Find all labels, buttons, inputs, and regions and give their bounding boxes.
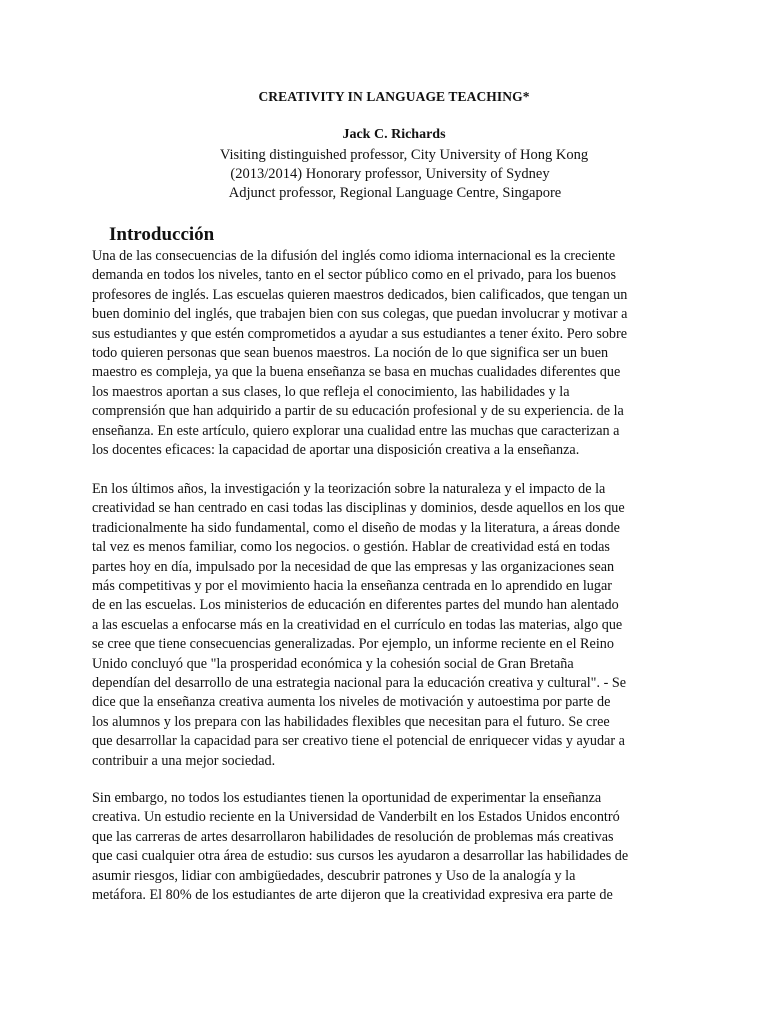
- section-heading: Introducción: [109, 224, 215, 245]
- text-line: más competitivas y por el movimiento hacia la enseñanza centrada en lo aprendido en lugar: [92, 578, 613, 595]
- text-line: buen dominio del inglés, que trabajen bien con sus colegas, que puedan involucrar y motivar a: [92, 306, 628, 323]
- text-line: creatividad se han centrado en casi todas las disciplinas y dominios, desde aquellos en los que: [92, 500, 625, 517]
- affiliation-line: (2013/2014) Honorary professor, University of Sydney: [230, 166, 550, 182]
- text-line: metáfora. El 80% de los estudiantes de arte dijeron que la creatividad expresiva era parte de: [92, 887, 613, 904]
- text-line: comprensión que han adquirido a partir de su educación profesional y de su experiencia. de la: [92, 403, 624, 420]
- text-line: creativa. Un estudio reciente en la Universidad de Vanderbilt en los Estados Unidos encontró: [92, 809, 620, 826]
- author-name: Jack C. Richards: [342, 127, 446, 142]
- text-line: asumir riesgos, lidiar con ambigüedades, descubrir patrones y Uso de la analogía y la: [92, 867, 576, 884]
- text-line: que las carreras de artes desarrollaron habilidades de resolución de problemas más creativas: [92, 828, 614, 845]
- text-line: que desarrollar la capacidad para ser creativo tiene el potencial de enriquecer vidas y ayudar a: [92, 733, 625, 750]
- text-line: sus estudiantes y que estén comprometidos a ayudar a sus estudiantes a tener éxito. Pero sobre: [92, 325, 628, 342]
- text-line: que casi cualquier otra área de estudio: sus cursos les ayudaron a desarrollar las habilidades de: [92, 848, 629, 865]
- text-line: partes hoy en día, impulsado por la necesidad de que las empresas y las organizaciones sean: [92, 558, 615, 575]
- text-line: contribuir a una mejor sociedad.: [92, 752, 276, 769]
- text-line: En los últimos años, la investigación y la teorización sobre la naturaleza y el impacto de la: [92, 481, 606, 497]
- text-line: los alumnos y los prepara con las habilidades flexibles que necesitan para el futuro. Se cree: [92, 713, 610, 730]
- text-line: Una de las consecuencias de la difusión del inglés como idioma internacional es la creciente: [92, 248, 616, 264]
- text-line: enseñanza. En este artículo, quiero explorar una cualidad entre las muchas que caracterizan a: [92, 422, 620, 439]
- text-line: dice que la enseñanza creativa aumenta los niveles de motivación y autoestima por parte de: [92, 694, 611, 711]
- text-line: Sin embargo, no todos los estudiantes tienen la oportunidad de experimentar la enseñanza: [92, 790, 602, 806]
- text-line: profesores de inglés. Las escuelas quieren maestros dedicados, bien calificados, que tengan un: [92, 286, 628, 303]
- body-paragraph: [92, 480, 692, 771]
- text-line: tal vez es menos familiar, como los negocios. o gestión. Hablar de creatividad está en todas: [92, 539, 610, 556]
- text-line: se cree que tiene consecuencias generalizadas. Por ejemplo, un informe reciente en el Reino: [92, 636, 614, 653]
- text-line: demanda en todos los niveles, tanto en el sector público como en el privado, para los buenos: [92, 267, 617, 284]
- body-paragraph: [92, 789, 692, 905]
- text-line: todo quieren personas que sean buenos maestros. La noción de lo que significa ser un buen: [92, 345, 609, 362]
- text-line: a las escuelas a enfocarse más en la creatividad en el currículo en todas las materias, algo que: [92, 616, 623, 633]
- text-line: los maestros aportan a sus clases, lo que refleja el conocimiento, las habilidades y la: [92, 383, 570, 400]
- affiliation-line: Visiting distinguished professor, City University of Hong Kong: [219, 147, 589, 163]
- text-line: dependían del desarrollo de una estrategia nacional para la educación creativa y cultural". - Se: [92, 675, 627, 692]
- text-line: los docentes eficaces: la capacidad de aportar una disposición creativa a la enseñanza.: [92, 442, 580, 459]
- text-line: Unido concluyó que "la prosperidad económica y la cohesión social de Gran Bretaña: [92, 655, 574, 672]
- paper-title: CREATIVITY IN LANGUAGE TEACHING*: [258, 89, 530, 104]
- body-paragraph: [92, 247, 692, 460]
- text-line: maestro es compleja, ya que la buena enseñanza se basa en muchas cualidades diferentes que: [92, 364, 621, 381]
- affiliation-line: Adjunct professor, Regional Language Centre, Singapore: [228, 185, 562, 201]
- text-line: tradicionalmente ha sido fundamental, como el diseño de modas y la literatura, a áreas donde: [92, 519, 620, 536]
- text-line: de en las escuelas. Los ministerios de educación en diferentes partes del mundo han alentado: [92, 597, 619, 614]
